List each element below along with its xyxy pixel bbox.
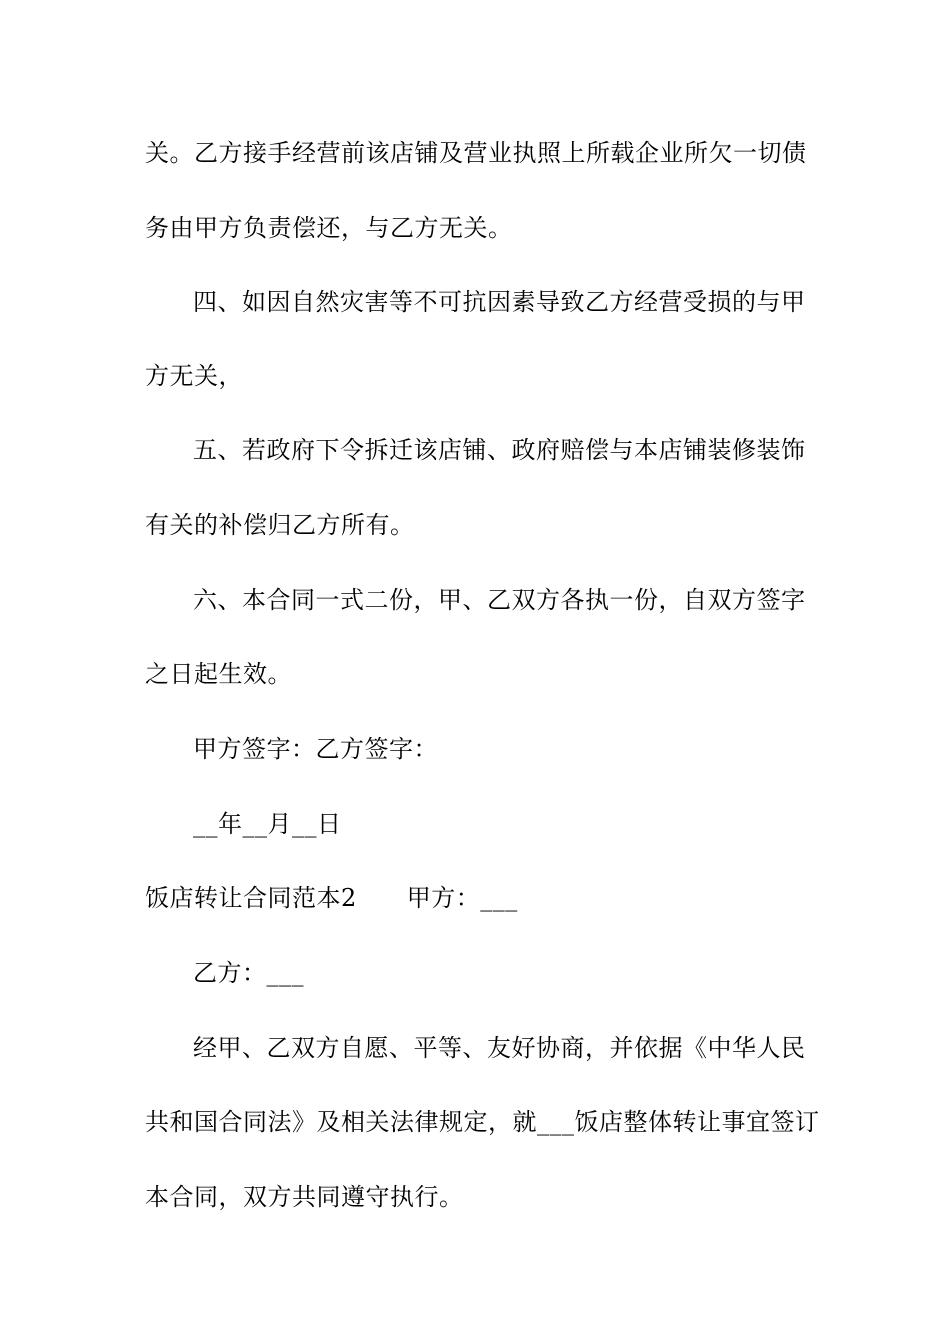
preamble-line: 经甲、乙双方自愿、平等、友好协商，并依据《中华人民: [193, 1034, 806, 1062]
clause-four: 四、如因自然灾害等不可抗因素导致乙方经营受损的与甲: [193, 288, 806, 316]
paragraph-line: 关。乙方接手经营前该店铺及营业执照上所载企业所欠一切债: [145, 139, 807, 167]
paragraph-line: 本合同，双方共同遵守执行。: [145, 1183, 464, 1211]
clause-six: 六、本合同一式二份，甲、乙双方各执一份，自双方签字: [193, 586, 806, 614]
signature-line: 甲方签字：乙方签字：: [193, 735, 438, 763]
paragraph-line: 务由甲方负责偿还，与乙方无关。: [145, 214, 513, 242]
paragraph-line: 共和国合同法》及相关法律规定，就___饭店整体转让事宜签订: [145, 1108, 820, 1136]
clause-five: 五、若政府下令拆迁该店铺、政府赔偿与本店铺装修装饰: [193, 436, 806, 464]
party-a-field: 甲方：___: [406, 884, 518, 912]
heading-row: [145, 883, 518, 913]
paragraph-line: 之日起生效。: [145, 660, 292, 688]
party-b-field: 乙方：___: [193, 959, 304, 987]
paragraph-line: 方无关，: [145, 362, 243, 390]
section-heading: 饭店转让合同范本2: [145, 884, 357, 912]
date-line: __年__月__日: [193, 810, 342, 838]
paragraph-line: 有关的补偿归乙方所有。: [145, 511, 415, 539]
